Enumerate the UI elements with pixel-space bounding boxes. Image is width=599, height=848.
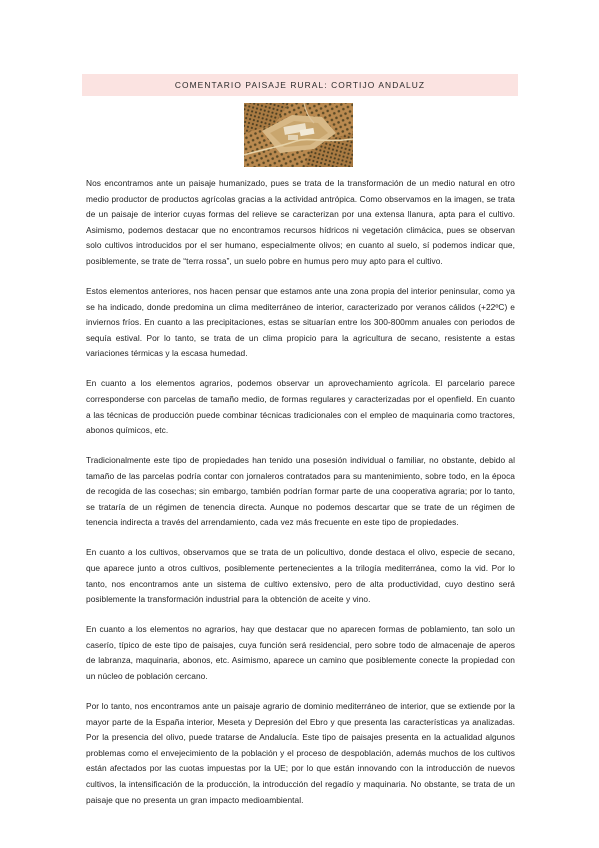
paragraph-6: En cuanto a los elementos no agrarios, hay que destacar que no aparecen formas de poblamiento, tan solo un caserío, típico de este tipo de paisajes, cuya función será residencial, pero sobre todo de almacenaje de aperos de labranza, maquinaria, abonos, etc. Asimismo, aparece un camino que posiblemente conecte la propiedad con un núcleo de población cercano. xyxy=(86,624,515,681)
title-banner xyxy=(82,74,518,96)
paragraph-2: Estos elementos anteriores, nos hacen pensar que estamos ante una zona propia del interior peninsular, como ya se ha indicado, donde predomina un clima mediterráneo de interior, caracterizado por veranos cálidos (+22ºC) e inviernos fríos. En cuanto a las precipitaciones, estas se situarían entre los 300-800mm anuales con periodos de sequía estival. Por lo tanto, se trata de un clima propicio para la agricultura de secano, resistente a estas variaciones térmicas y la escasa humedad. xyxy=(86,285,515,359)
paragraph-1: Nos encontramos ante un paisaje humanizado, pues se trata de la transformación de un medio natural en otro medio productor de productos agrícolas gracias a la actividad antrópica. Como observamos en la imagen, se trata de un paisaje de interior cuyas formas del relieve se caracterizan por una extensa llanura, apta para el cultivo. Asimismo, podemos destacar que no encontramos recursos hídricos ni vegetación climácica, pues se observan solo cultivos introducidos por el ser humano, especialmente olivos; en cuanto al suelo, sí podemos indicar que, posiblemente, se trate de “terra rossa”, un suelo pobre en humus pero muy apto para el cultivo. xyxy=(86,178,515,266)
paragraph-4: Tradicionalmente este tipo de propiedades han tenido una posesión individual o familiar, no obstante, debido al tamaño de las parcelas podría contar con jornaleros contratados para su mantenimiento, sobre todo, en la época de recogida de las cosechas; sin embargo, también podrían formar parte de una cooperativa agraria; por lo tanto, se trataría de un régimen de tenencia directa. Aunque no podemos descartar que se trate de un régimen de tenencia indirecta a través del arrendamiento, cada vez más frecuente en este tipo de propiedades. xyxy=(86,455,515,528)
paragraph-5: En cuanto a los cultivos, observamos que se trata de un policultivo, donde destaca el olivo, especie de secano, que aparece junto a otros cultivos, posiblemente pertenecientes a la trilogía mediterránea, como la vid. Por lo tanto, nos encontramos ante un sistema de cultivo extensivo, pero de alta productividad, cuyo destino será posiblemente la transformación industrial para la obtención de aceite y vino. xyxy=(86,547,515,605)
document-body xyxy=(86,176,515,823)
document-title: COMENTARIO PAISAJE RURAL: CORTIJO ANDALUZ xyxy=(174,80,426,90)
paragraph-3: En cuanto a los elementos agrarios, podemos observar un aprovechamiento agrícola. El parcelario parece corresponderse con parcelas de tamaño medio, de formas regulares y caracterizadas por el openfield. En cuanto a las técnicas de producción puede combinar técnicas tradicionales con el empleo de maquinaria como tractores, abonos químicos, etc. xyxy=(86,378,515,436)
cortijo-aerial-photo xyxy=(244,103,353,167)
paragraph-7: Por lo tanto, nos encontramos ante un paisaje agrario de dominio mediterráneo de interior, que se extiende por la mayor parte de la España interior, Meseta y Depresión del Ebro y que presenta las características ya analizadas. Por la presencia del olivo, puede tratarse de Andalucía. Este tipo de paisajes presenta en la actualidad algunos problemas como el envejecimiento de la población y el proceso de despoblación, además muchos de los cultivos están afectados por las cuotas impuestas por la UE; por lo que están innovando con la introducción de nuevos cultivos, la intensificación de la producción, la introducción del regadío y maquinaria. No obstante, se trata de un paisaje que no presenta un gran impacto medioambiental. xyxy=(86,700,515,805)
